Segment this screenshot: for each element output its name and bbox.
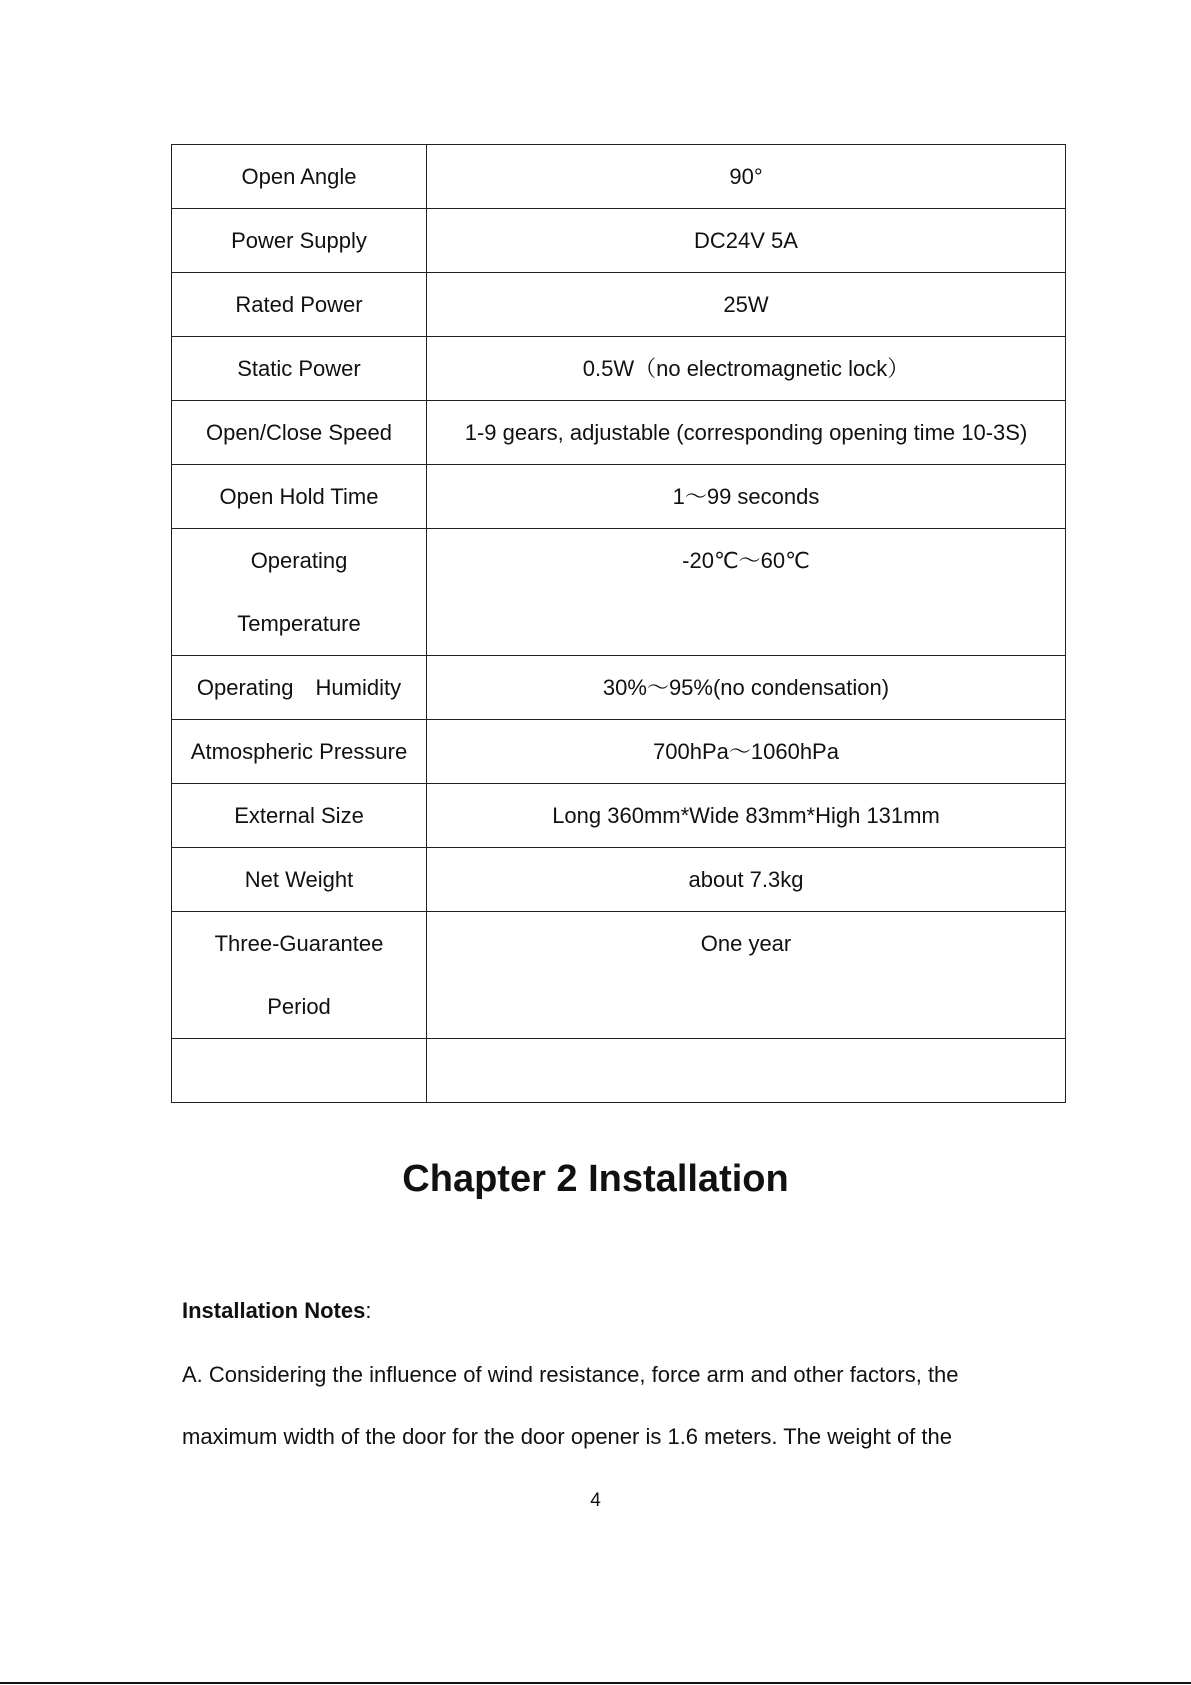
spec-label: Static Power <box>172 337 427 401</box>
spec-label: Net Weight <box>172 848 427 912</box>
table-row <box>172 337 1066 401</box>
spec-label: Three-Guarantee Period <box>172 912 427 1039</box>
spec-label <box>172 1039 427 1103</box>
spec-label: External Size <box>172 784 427 848</box>
installation-notes-heading <box>182 1298 371 1324</box>
spec-value: 0.5W（no electromagnetic lock） <box>427 337 1066 401</box>
spec-value: -20℃～60℃ <box>427 529 1066 656</box>
spec-value: 1～99 seconds <box>427 465 1066 529</box>
spec-value: One year <box>427 912 1066 1039</box>
spec-label: Rated Power <box>172 273 427 337</box>
table-row <box>172 273 1066 337</box>
spec-label: Operating Humidity <box>172 656 427 720</box>
table-row <box>172 401 1066 465</box>
spec-value: 30%～95%(no condensation) <box>427 656 1066 720</box>
page-number: 4 <box>590 1490 601 1511</box>
table-row <box>172 720 1066 784</box>
spec-value: 700hPa～1060hPa <box>427 720 1066 784</box>
table-row <box>172 465 1066 529</box>
installation-note-paragraph: A. Considering the influence of wind resistance, force arm and other factors, the maximum width of the door for the door opener is 1.6 meters. The weight of the <box>182 1362 959 1449</box>
spec-value: Long 360mm*Wide 83mm*High 131mm <box>427 784 1066 848</box>
table-row <box>172 1039 1066 1103</box>
spec-label: Operating Temperature <box>172 529 427 656</box>
table-row <box>172 848 1066 912</box>
table-row <box>172 529 1066 656</box>
spec-value: about 7.3kg <box>427 848 1066 912</box>
spec-value: DC24V 5A <box>427 209 1066 273</box>
chapter-title: Chapter 2 Installation <box>402 1158 789 1200</box>
spec-label: Power Supply <box>172 209 427 273</box>
table-row <box>172 656 1066 720</box>
spec-value <box>427 1039 1066 1103</box>
spec-value: 25W <box>427 273 1066 337</box>
notes-heading-text: Installation Notes <box>182 1298 366 1323</box>
spec-label: Open Angle <box>172 145 427 209</box>
table-row <box>172 209 1066 273</box>
table-row <box>172 145 1066 209</box>
spec-label: Atmospheric Pressure <box>172 720 427 784</box>
table-row <box>172 784 1066 848</box>
spec-value: 90° <box>427 145 1066 209</box>
page-bottom-divider <box>0 1682 1191 1684</box>
spec-label: Open Hold Time <box>172 465 427 529</box>
notes-heading-colon: : <box>365 1298 372 1323</box>
table-row <box>172 912 1066 1039</box>
spec-value: 1-9 gears, adjustable (corresponding opening time 10-3S) <box>427 401 1066 465</box>
specifications-table <box>171 144 1066 1103</box>
spec-label: Open/Close Speed <box>172 401 427 465</box>
